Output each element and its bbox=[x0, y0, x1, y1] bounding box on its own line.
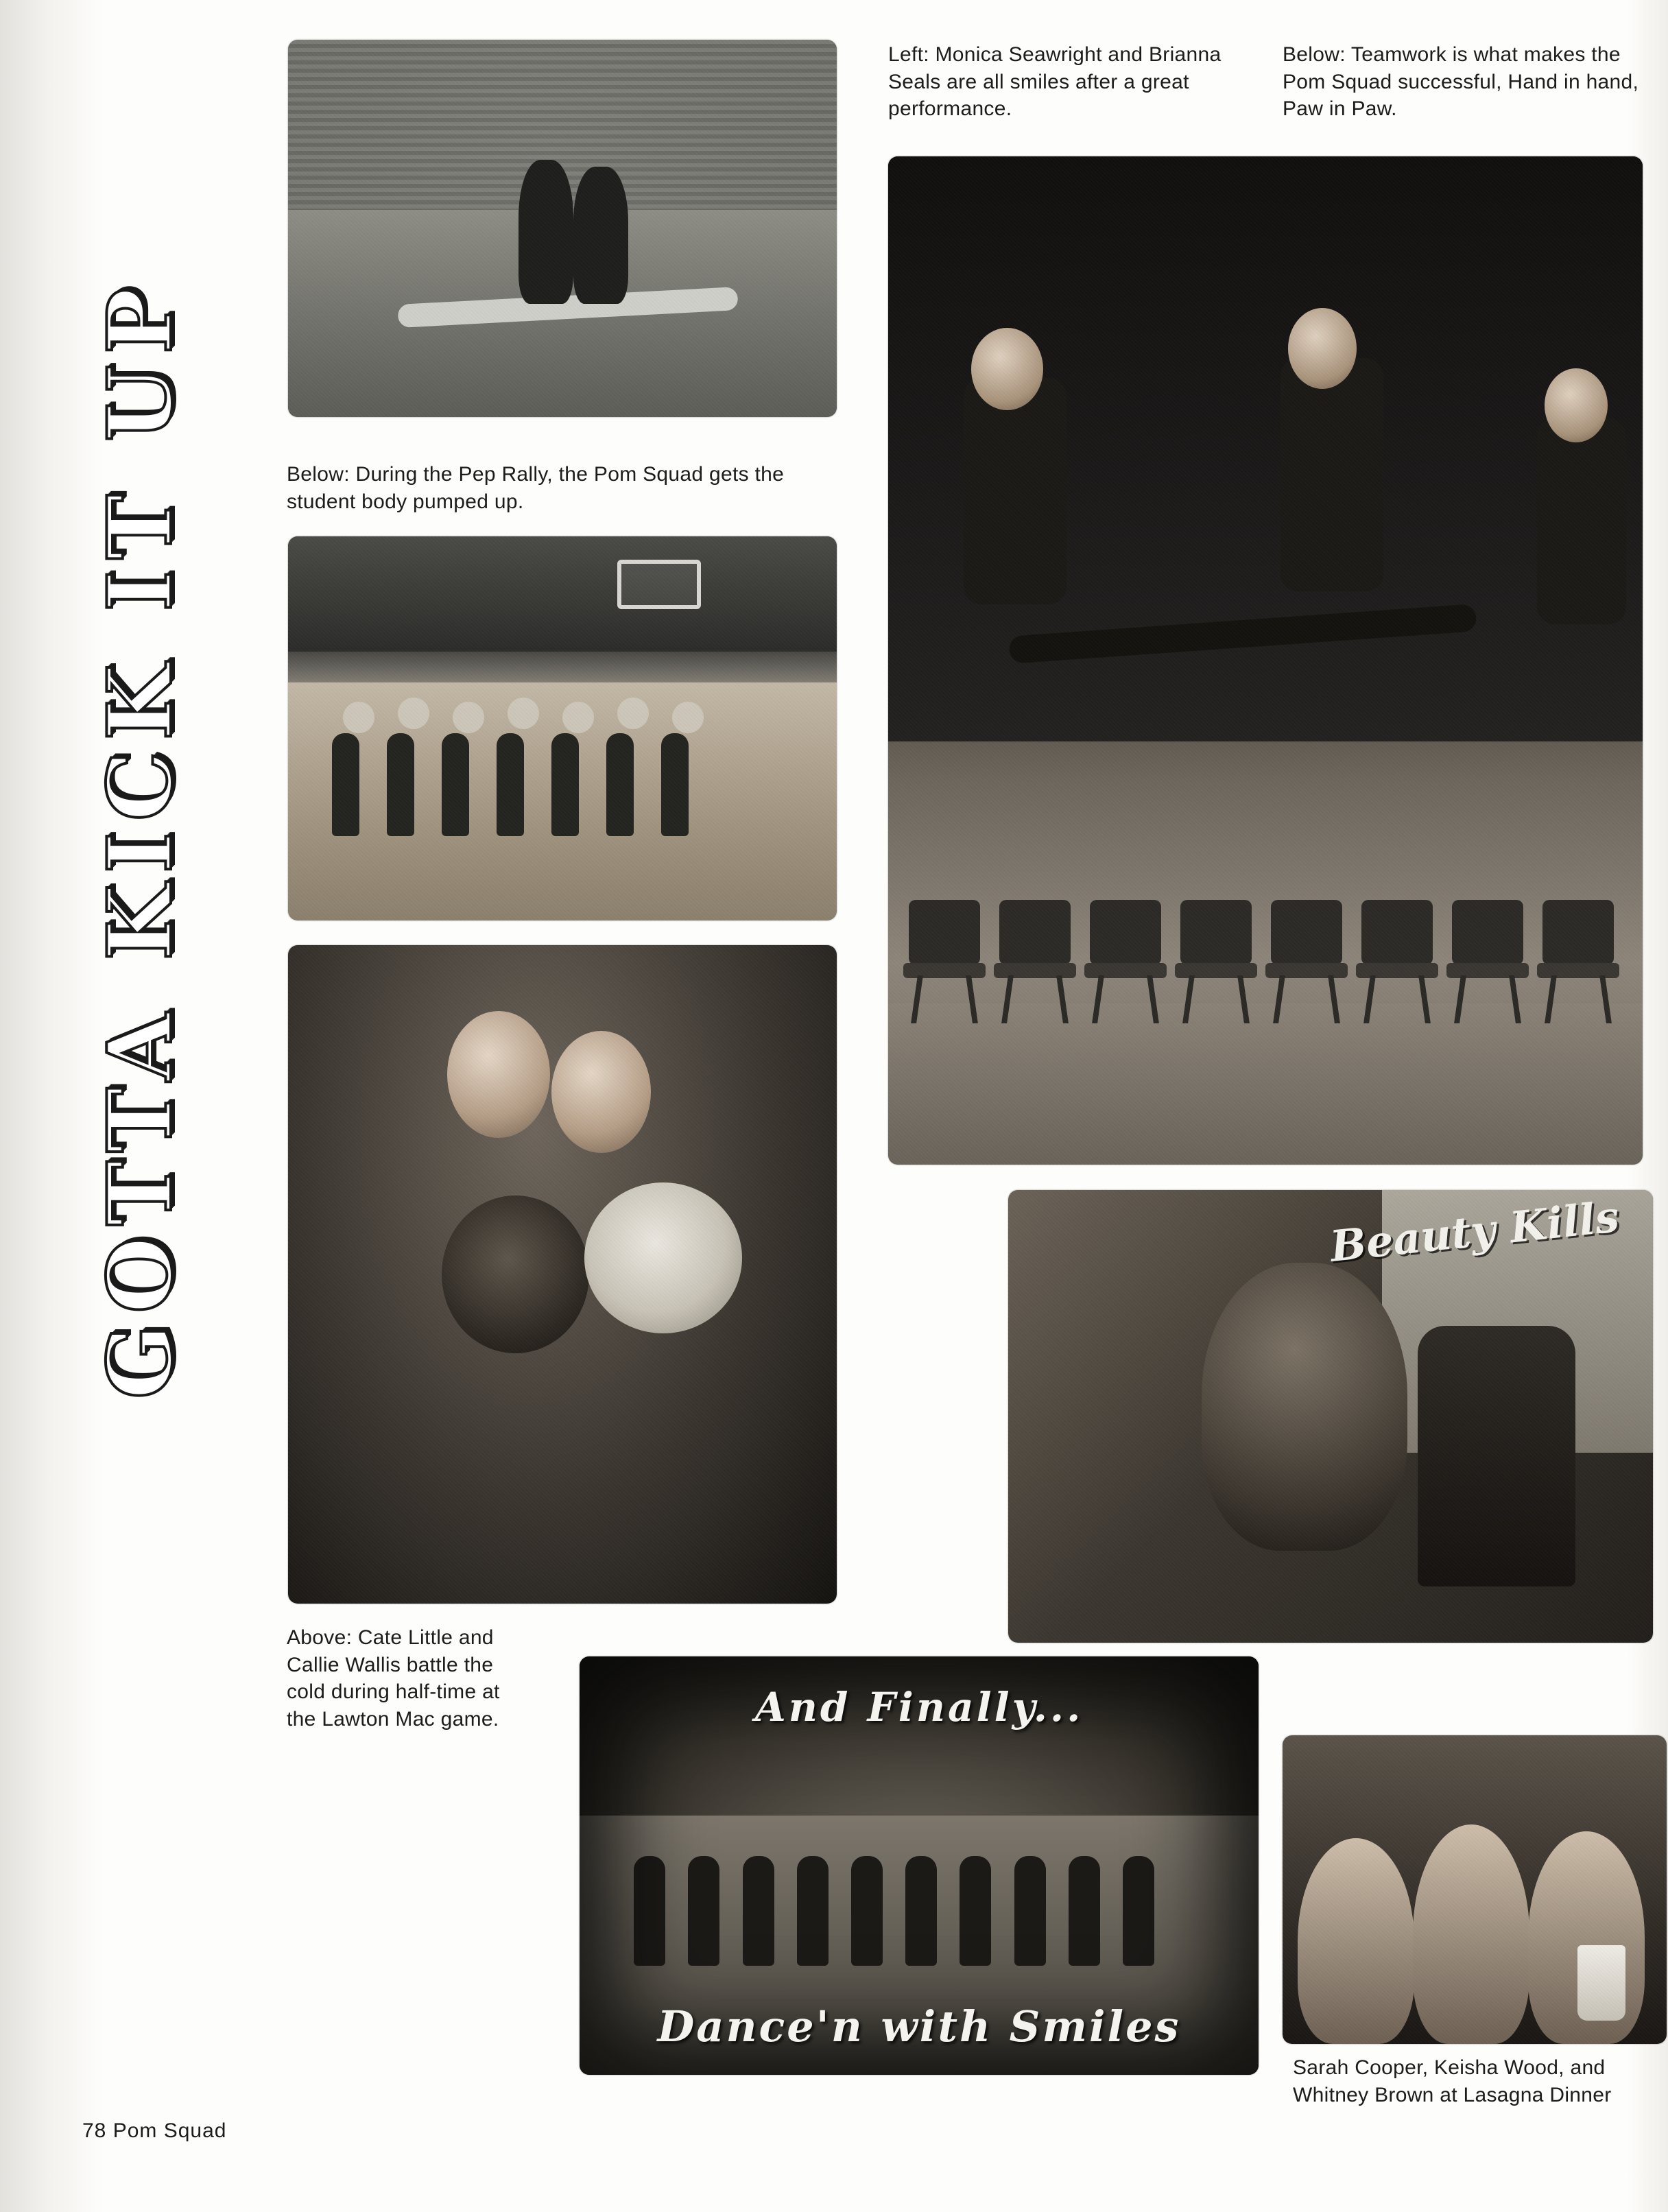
photo-grain bbox=[288, 945, 837, 1604]
overlay-text-and-finally: And Finally... bbox=[754, 1684, 1084, 1731]
photo-grain bbox=[1283, 1735, 1667, 2044]
photo-stage-kickline bbox=[888, 156, 1643, 1165]
photo-grain bbox=[888, 156, 1643, 1165]
caption-cate-callie: Above: Cate Little and Callie Wallis battle the cold during half-time at the Lawton Mac game. bbox=[287, 1626, 500, 1731]
page-headline bbox=[82, 277, 206, 1413]
photo-splits-on-field bbox=[288, 40, 837, 417]
photo-two-girls-with-poms bbox=[288, 945, 837, 1604]
caption-monica-brianna: Left: Monica Seawright and Brianna Seals are all smiles after a great performance. bbox=[888, 43, 1222, 121]
photo-pep-rally-line bbox=[288, 536, 837, 920]
photo-lasagna-dinner bbox=[1283, 1735, 1667, 2044]
photo-beauty-kills bbox=[1008, 1190, 1653, 1643]
overlay-text-dancen-with-smiles: Dance'n with Smiles bbox=[657, 2001, 1181, 2052]
photo-grain bbox=[288, 536, 837, 920]
caption-pep-rally: Below: During the Pep Rally, the Pom Squad gets the student body pumped up. bbox=[287, 463, 785, 513]
overlay-text-beauty-kills: Beauty Kills bbox=[1327, 1191, 1622, 1272]
photo-and-finally bbox=[580, 1656, 1259, 2075]
caption-lasagna-dinner: Sarah Cooper, Keisha Wood, and Whitney Brown at Lasagna Dinner bbox=[1293, 2056, 1612, 2106]
caption-teamwork: Below: Teamwork is what makes the Pom Squad successful, Hand in hand, Paw in Paw. bbox=[1283, 43, 1639, 121]
photo-grain bbox=[288, 40, 837, 417]
photo-grain bbox=[1008, 1190, 1653, 1643]
page-headline-text: GOTTA KICK IT UP bbox=[89, 277, 192, 1399]
page-folio: 78 Pom Squad bbox=[82, 2119, 227, 2142]
